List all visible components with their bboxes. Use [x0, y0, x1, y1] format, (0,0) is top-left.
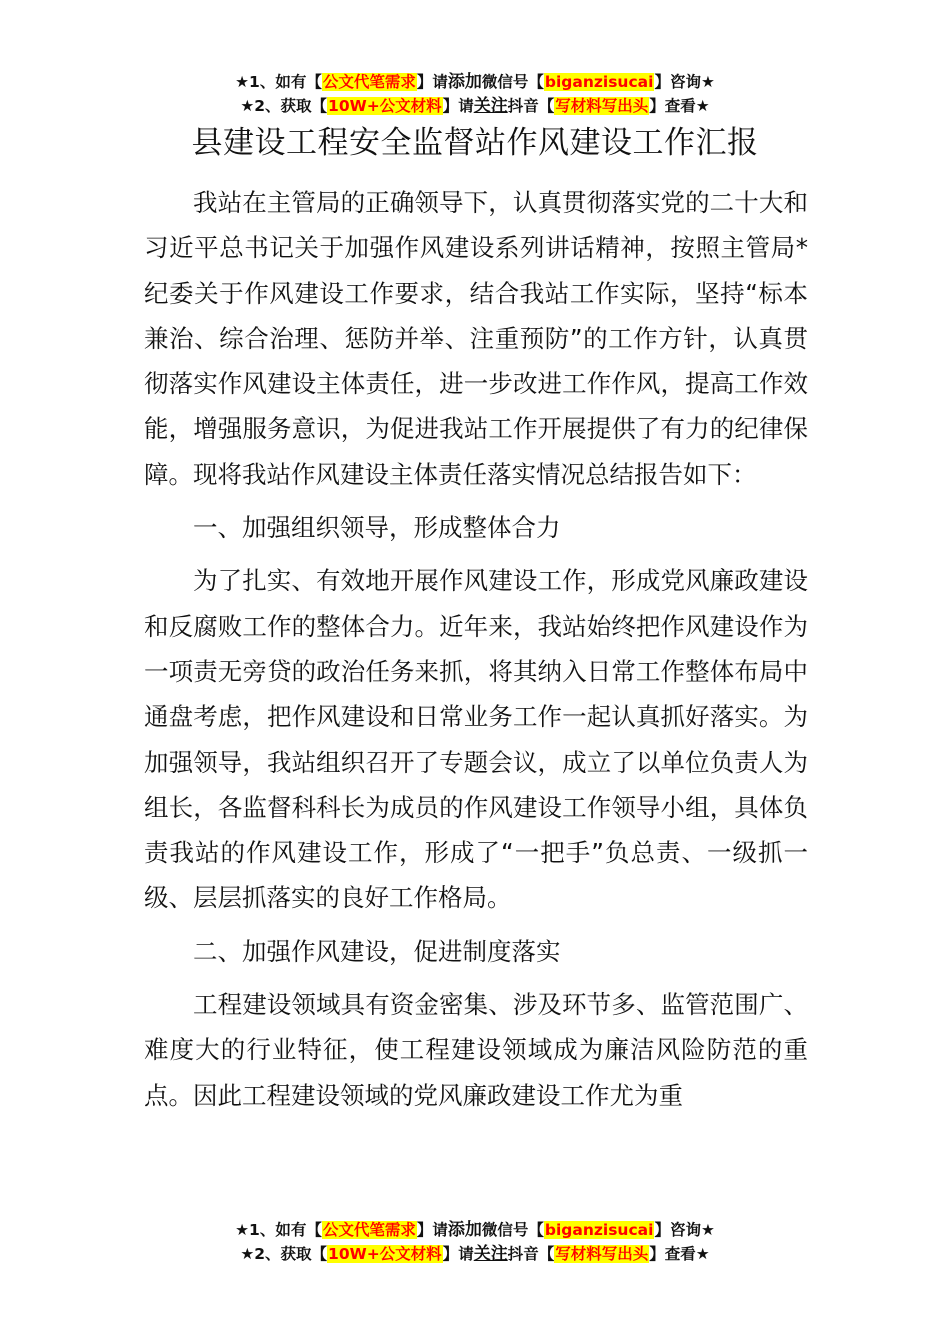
- banner-text: ★2、获取【: [240, 97, 328, 115]
- banner-emphasis: 添加: [447, 72, 482, 92]
- banner-highlight: 写材料写出头: [555, 97, 649, 115]
- document-title: 县建设工程安全监督站作风建设工作汇报: [191, 125, 759, 161]
- banner-line-1: [0, 70, 950, 94]
- body-paragraph: 为了扎实、有效地开展作风建设工作，形成党风廉政建设和反腐败工作的整体合力。近年来，我站始终把作风建设作为一项责无旁贷的政治任务来抓，将其纳入日常工作整体布局中通盘考虑，把作风建设和日常业务工作一起认真抓好落实。为加强领导，我站组织召开了专题会议，成立了以单位负责人为组长，各监督科科长为成员的作风建设工作领导小组，具体负责我站的作风建设工作，形成了“一把手”负总责、一级抓一级、层层抓落实的良好工作格局。: [144, 566, 808, 913]
- banner-text: 】咨询★: [654, 73, 715, 91]
- banner-line-2: [0, 94, 950, 118]
- banner-emphasis: 添加: [447, 1220, 482, 1240]
- banner-text: 微信号【: [481, 1221, 544, 1239]
- banner-highlight: 10W+公文材料: [328, 97, 442, 115]
- body-paragraph: 我站在主管局的正确领导下，认真贯彻落实党的二十大和习近平总书记关于加强作风建设系列讲话精神，按照主管局*纪委关于作风建设工作要求，结合我站工作实际，坚持“标本兼治、综合治理、惩防并举、注重预防”的工作方针，认真贯彻落实作风建设主体责任，进一步改进工作作风，提高工作效能，增强服务意识，为促进我站工作开展提供了有力的纪律保障。现将我站作风建设主体责任落实情况总结报告如下：: [144, 188, 808, 489]
- banner-line-1: [0, 1218, 950, 1242]
- banner-text: ★1、如有【: [235, 1221, 322, 1239]
- section-heading: 一、加强组织领导，形成整体合力: [193, 513, 561, 543]
- banner-line-2: [0, 1242, 950, 1266]
- banner-text: 微信号【: [481, 73, 544, 91]
- banner-text: 】请: [442, 97, 474, 115]
- banner-text: 】请: [416, 73, 448, 91]
- banner-text: 】咨询★: [654, 1221, 715, 1239]
- body-paragraph: 工程建设领域具有资金密集、涉及环节多、监管范围广、难度大的行业特征，使工程建设领域成为廉洁风险防范的重点。因此工程建设领域的党风廉政建设工作尤为重: [144, 990, 808, 1110]
- banner-text: 抖音【: [507, 97, 555, 115]
- banner-highlight: biganzisucai: [544, 1221, 654, 1239]
- banner-highlight: biganzisucai: [544, 73, 654, 91]
- banner-text: 】请: [416, 1221, 448, 1239]
- banner-highlight: 10W+公文材料: [328, 1245, 442, 1263]
- banner-text: 】请: [442, 1245, 474, 1263]
- banner-highlight: 公文代笔需求: [322, 73, 416, 91]
- banner-emphasis: 关注: [473, 1244, 508, 1264]
- banner-highlight: 公文代笔需求: [322, 1221, 416, 1239]
- section-heading: 二、加强作风建设，促进制度落实: [193, 936, 561, 966]
- banner-text: 】查看★: [649, 97, 710, 115]
- banner-text: 】查看★: [649, 1245, 710, 1263]
- footer-banner: [0, 1218, 950, 1266]
- banner-emphasis: 关注: [473, 96, 508, 116]
- document-body: [144, 180, 808, 1118]
- banner-highlight: 写材料写出头: [555, 1245, 649, 1263]
- banner-text: ★2、获取【: [240, 1245, 328, 1263]
- banner-text: ★1、如有【: [235, 73, 322, 91]
- banner-text: 抖音【: [507, 1245, 555, 1263]
- header-banner: [0, 70, 950, 118]
